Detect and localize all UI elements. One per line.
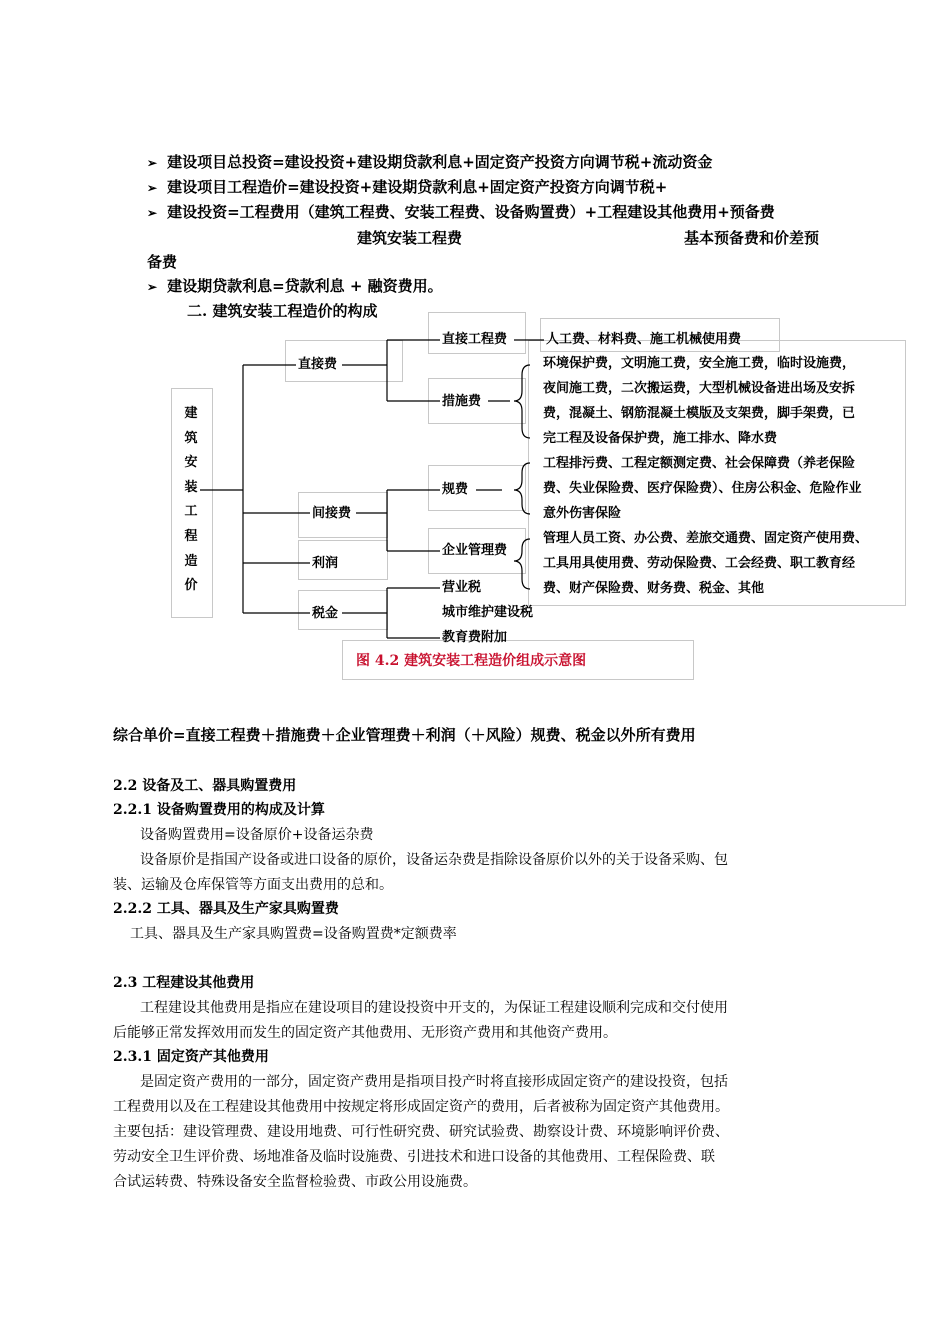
heading-2-2-2: 2.2.2 工具、器具及生产家具购置费 bbox=[113, 901, 339, 917]
para-2-3-1-line5: 合试运转费、特殊设备安全监督检验费、市政公用设施费。 bbox=[113, 1174, 477, 1190]
detail-measures-1: 环境保护费，文明施工费，安全施工费，临时设施费， bbox=[543, 356, 856, 371]
formula-4: ➢ 建设期贷款利息=贷款利息 + 融资费用。 bbox=[147, 277, 443, 295]
heading-2-3: 2.3 工程建设其他费用 bbox=[113, 975, 255, 991]
formula-3: ➢ 建设投资=工程费用（建筑工程费、安装工程费、设备购置费）+工程建设其他费用+预备费 bbox=[147, 203, 775, 221]
l2-fees: 规费 bbox=[442, 482, 469, 497]
l2-city-tax: 城市维护建设税 bbox=[442, 605, 534, 620]
l1-direct: 直接费 bbox=[298, 357, 338, 372]
arrow-bullet-icon: ➢ bbox=[147, 206, 158, 220]
figure-caption: 图 4.2 建筑安装工程造价组成示意图 bbox=[356, 653, 587, 669]
detail-measures-4: 完工程及设备保护费，施工排水、降水费 bbox=[543, 431, 778, 446]
arrow-bullet-icon: ➢ bbox=[147, 280, 158, 294]
root-label: 建筑安装工程造价 bbox=[184, 406, 198, 594]
detail-fees-3: 意外伤害保险 bbox=[543, 506, 622, 521]
l2-mgmt: 企业管理费 bbox=[442, 543, 508, 558]
formula-3-sub2: 基本预备费和价差预 bbox=[684, 229, 820, 247]
unit-price-formula: 综合单价=直接工程费＋措施费＋企业管理费＋利润（＋风险）规费、税金以外所有费用 bbox=[113, 726, 696, 744]
l1-profit: 利润 bbox=[312, 556, 339, 571]
para-2-2-2-formula: 工具、器具及生产家具购置费=设备购置费*定额费率 bbox=[130, 926, 457, 942]
detail-measures-3: 费，混凝土、钢筋混凝土模版及支架费，脚手架费，已 bbox=[543, 406, 856, 421]
para-2-3-1-line3: 主要包括：建设管理费、建设用地费、可行性研究费、研究试验费、勘察设计费、环境影响评价费、 bbox=[113, 1124, 729, 1140]
arrow-bullet-icon: ➢ bbox=[147, 181, 158, 195]
arrow-bullet-icon: ➢ bbox=[147, 156, 158, 170]
detail-direct-eng: 人工费、材料费、施工机械使用费 bbox=[546, 332, 742, 347]
heading-2-2: 2.2 设备及工、器具购置费用 bbox=[113, 778, 297, 794]
heading-2-2-1: 2.2.1 设备购置费用的构成及计算 bbox=[113, 802, 325, 818]
para-2-3-1-line4: 劳动安全卫生评价费、场地准备及临时设施费、引进技术和进口设备的其他费用、工程保险费、联 bbox=[113, 1149, 715, 1165]
formula-2: ➢ 建设项目工程造价=建设投资+建设期贷款利息+固定资产投资方向调节税+ bbox=[147, 178, 668, 196]
para-2-2-1-line2: 装、运输及仓库保管等方面支出费用的总和。 bbox=[113, 877, 393, 893]
l2-business-tax: 营业税 bbox=[442, 580, 482, 595]
detail-mgmt-1: 管理人员工资、办公费、差旅交通费、固定资产使用费、 bbox=[543, 531, 869, 546]
para-2-3-1-line2: 工程费用以及在工程建设其他费用中按规定将形成固定资产的费用，后者被称为固定资产其他费用。 bbox=[113, 1099, 729, 1115]
formula-3-sub1: 建筑安装工程费 bbox=[357, 229, 463, 247]
formula-3-cont: 备费 bbox=[147, 253, 178, 271]
para-2-3-1-line1: 是固定资产费用的一部分，固定资产费用是指项目投产时将直接形成固定资产的建设投资，包括 bbox=[140, 1074, 728, 1090]
para-2-2-1-formula: 设备购置费用=设备原价+设备运杂费 bbox=[140, 827, 374, 843]
diagram-section-title: 二. 建筑安装工程造价的构成 bbox=[187, 302, 378, 320]
para-2-3-line2: 后能够正常发挥效用而发生的固定资产其他费用、无形资产费用和其他资产费用。 bbox=[113, 1025, 617, 1041]
detail-mgmt-2: 工具用具使用费、劳动保险费、工会经费、职工教育经 bbox=[543, 556, 856, 571]
l1-tax: 税金 bbox=[312, 606, 339, 621]
l1-indirect: 间接费 bbox=[312, 506, 352, 521]
para-2-3-line1: 工程建设其他费用是指应在建设项目的建设投资中开支的，为保证工程建设顺利完成和交付使用 bbox=[140, 1000, 728, 1016]
para-2-2-1-line1: 设备原价是指国产设备或进口设备的原价，设备运杂费是指除设备原价以外的关于设备采购、包 bbox=[140, 852, 728, 868]
heading-2-3-1: 2.3.1 固定资产其他费用 bbox=[113, 1049, 269, 1065]
detail-mgmt-3: 费、财产保险费、财务费、税金、其他 bbox=[543, 581, 765, 596]
l2-measures: 措施费 bbox=[442, 394, 482, 409]
detail-fees-1: 工程排污费、工程定额测定费、社会保障费（养老保险 bbox=[543, 456, 856, 471]
formula-1: ➢ 建设项目总投资=建设投资+建设期贷款利息+固定资产投资方向调节税+流动资金 bbox=[147, 153, 713, 171]
l2-edu-tax: 教育费附加 bbox=[442, 630, 508, 645]
detail-fees-2: 费、失业保险费、医疗保险费）、住房公积金、危险作业 bbox=[543, 481, 862, 496]
l2-direct-eng: 直接工程费 bbox=[442, 332, 508, 347]
detail-measures-2: 夜间施工费，二次搬运费，大型机械设备进出场及安拆 bbox=[543, 381, 856, 396]
